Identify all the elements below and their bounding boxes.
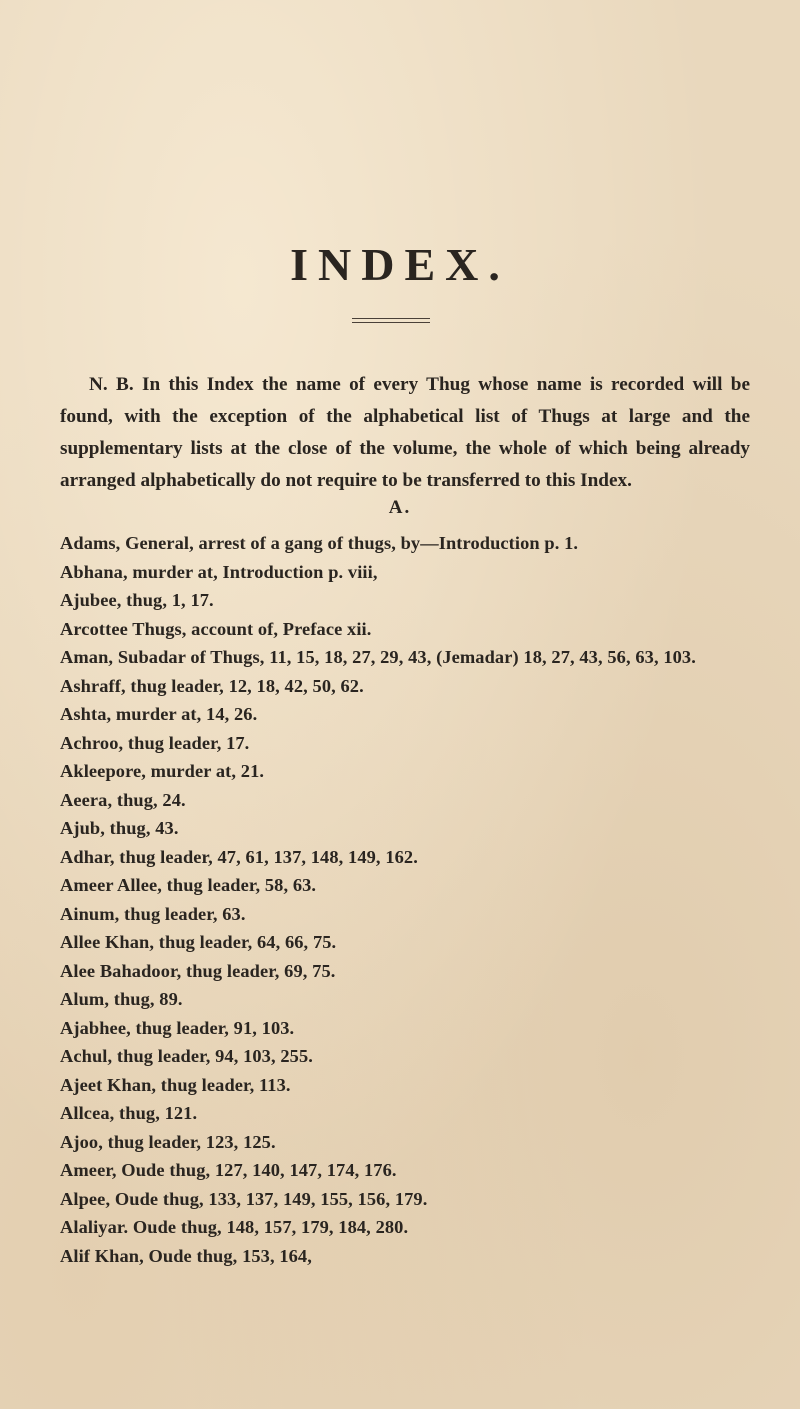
section-letter-a: A. (388, 497, 412, 518)
index-entry: Ajeet Khan, thug leader, 113. (60, 1074, 291, 1095)
index-entry: Alum, thug, 89. (60, 989, 183, 1009)
index-entry: Allcea, thug, 121. (60, 1103, 198, 1123)
index-entry: Ajubee, thug, 1, 17. (60, 590, 214, 610)
index-entry: Aman, Subadar of Thugs, 11, 15, 18, 27, 29, 43, (Jemadar) 18, 27, 43, 56, 63, 103. (60, 647, 696, 667)
index-entry: Ajub, thug, 43. (60, 818, 179, 838)
index-entry: Alif Khan, Oude thug, 153, 164, (60, 1245, 312, 1266)
index-entry: Alaliyar. Oude thug, 148, 157, 179, 184, 280. (60, 1217, 409, 1237)
index-entry: Akleepore, murder at, 21. (60, 761, 265, 781)
index-entry: Ainum, thug leader, 63. (60, 903, 246, 924)
index-entry: Adhar, thug leader, 47, 61, 137, 148, 149, 162. (60, 846, 418, 867)
index-entry: Alpee, Oude thug, 133, 137, 149, 155, 156, 179. (60, 1188, 428, 1209)
editorial-note: N. B. In this Index the name of every Thug whose name is recorded will be found, with the exception of the alphabetical list of Thugs at large and the supplementary lists at the close of the volume, the whole of which being already arranged alphabetically do not require to be transferred to this Index. (60, 374, 750, 491)
index-entry: Ameer Allee, thug leader, 58, 63. (60, 875, 317, 895)
index-entry: Ashraff, thug leader, 12, 18, 42, 50, 62. (60, 675, 364, 696)
title-rule-top (352, 318, 430, 319)
index-entry: Alee Bahadoor, thug leader, 69, 75. (60, 960, 336, 981)
index-entry: Arcottee Thugs, account of, Preface xii. (60, 618, 372, 639)
index-entry: Achroo, thug leader, 17. (60, 732, 250, 753)
index-entry: Abhana, murder at, Introduction p. viii, (60, 561, 378, 582)
index-entry: Aeera, thug, 24. (60, 789, 186, 810)
title-rule-bottom (352, 322, 430, 323)
index-entry: Achul, thug leader, 94, 103, 255. (60, 1046, 313, 1066)
index-entry: Ameer, Oude thug, 127, 140, 147, 174, 176. (60, 1160, 397, 1180)
index-entries (60, 529, 760, 1270)
index-entry: Adams, General, arrest of a gang of thugs, by—Introduction p. 1. (60, 533, 579, 553)
index-entry: Ashta, murder at, 14, 26. (60, 704, 258, 724)
page-title: INDEX. (290, 239, 510, 290)
index-entry: Allee Khan, thug leader, 64, 66, 75. (60, 932, 337, 952)
index-entry: Ajoo, thug leader, 123, 125. (60, 1131, 276, 1152)
index-entry: Ajabhee, thug leader, 91, 103. (60, 1017, 295, 1038)
